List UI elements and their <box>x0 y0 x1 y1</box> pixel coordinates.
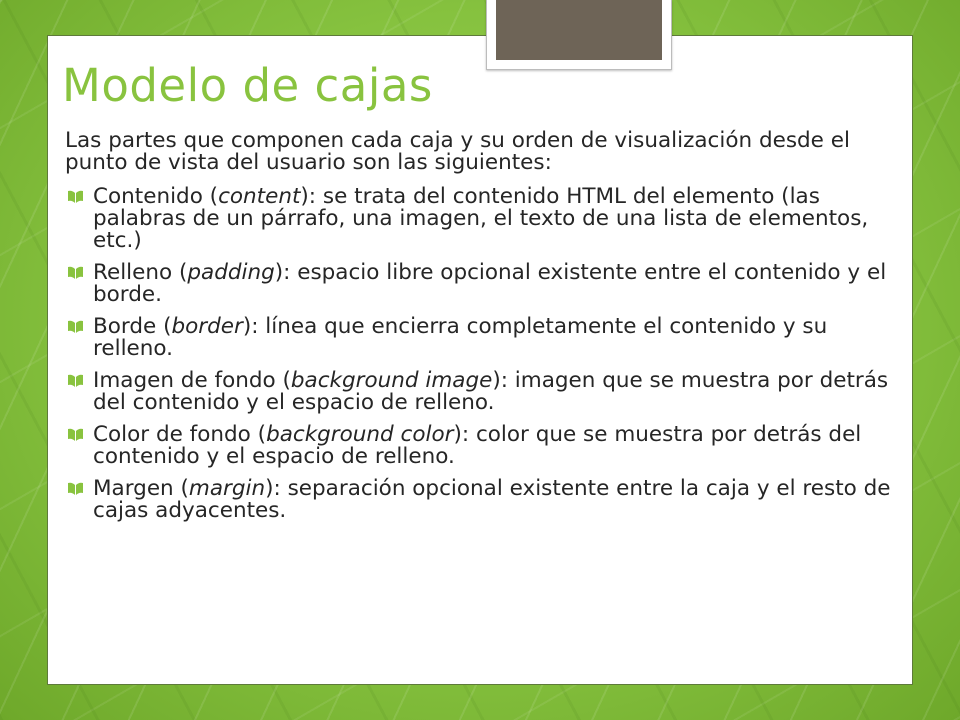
wing-bullet-icon <box>67 265 84 281</box>
wing-bullet-icon <box>67 481 84 497</box>
bullet-text-pre: Color de fondo ( <box>93 422 267 447</box>
decorative-tab-fill <box>496 0 662 60</box>
wing-bullet-icon <box>67 427 84 443</box>
bullet-text-pre: Borde ( <box>93 314 172 339</box>
list-item <box>65 424 905 468</box>
bullet-text-pre: Imagen de fondo ( <box>93 368 291 393</box>
wing-bullet-icon <box>67 189 84 205</box>
bullet-term: border <box>171 314 243 339</box>
bullet-text-pre: Margen ( <box>93 476 189 501</box>
bullet-text-pre: Contenido ( <box>93 184 219 209</box>
list-item <box>65 262 905 306</box>
list-item <box>65 478 905 522</box>
decorative-tab <box>486 0 672 70</box>
wing-bullet-icon <box>67 319 84 335</box>
bullet-text-pre: Relleno ( <box>93 260 188 285</box>
wing-bullet-icon <box>67 373 84 389</box>
bullet-term: padding <box>187 260 275 285</box>
list-item <box>65 186 905 252</box>
list-item <box>65 370 905 414</box>
bullet-term: content <box>218 184 301 209</box>
bullet-text-post: ): línea que encierra completamente el contenido y su relleno. <box>93 314 828 361</box>
bullet-text-post: ): color que se muestra por detrás del contenido y el espacio de relleno. <box>93 422 862 469</box>
bullet-term: background image <box>290 368 493 393</box>
intro-paragraph: Las partes que componen cada caja y su orden de visualización desde el punto de vista del usuario son las siguientes: <box>65 128 850 175</box>
bullet-text-post: ): espacio libre opcional existente entre el contenido y el borde. <box>93 260 887 307</box>
slide-title: Modelo de cajas <box>62 59 433 112</box>
slide-content <box>65 130 905 532</box>
list-item <box>65 316 905 360</box>
bullet-term: margin <box>188 476 266 501</box>
bullet-text-post: ): imagen que se muestra por detrás del contenido y el espacio de relleno. <box>93 368 889 415</box>
bullet-text-post: ): separación opcional existente entre la caja y el resto de cajas adyacentes. <box>93 476 891 523</box>
bullet-text-post: ): se trata del contenido HTML del elemento (las palabras de un párrafo, una imagen, el texto de una lista de elementos, etc.) <box>93 184 869 253</box>
bullet-list <box>65 186 905 522</box>
bullet-term: background color <box>266 422 454 447</box>
